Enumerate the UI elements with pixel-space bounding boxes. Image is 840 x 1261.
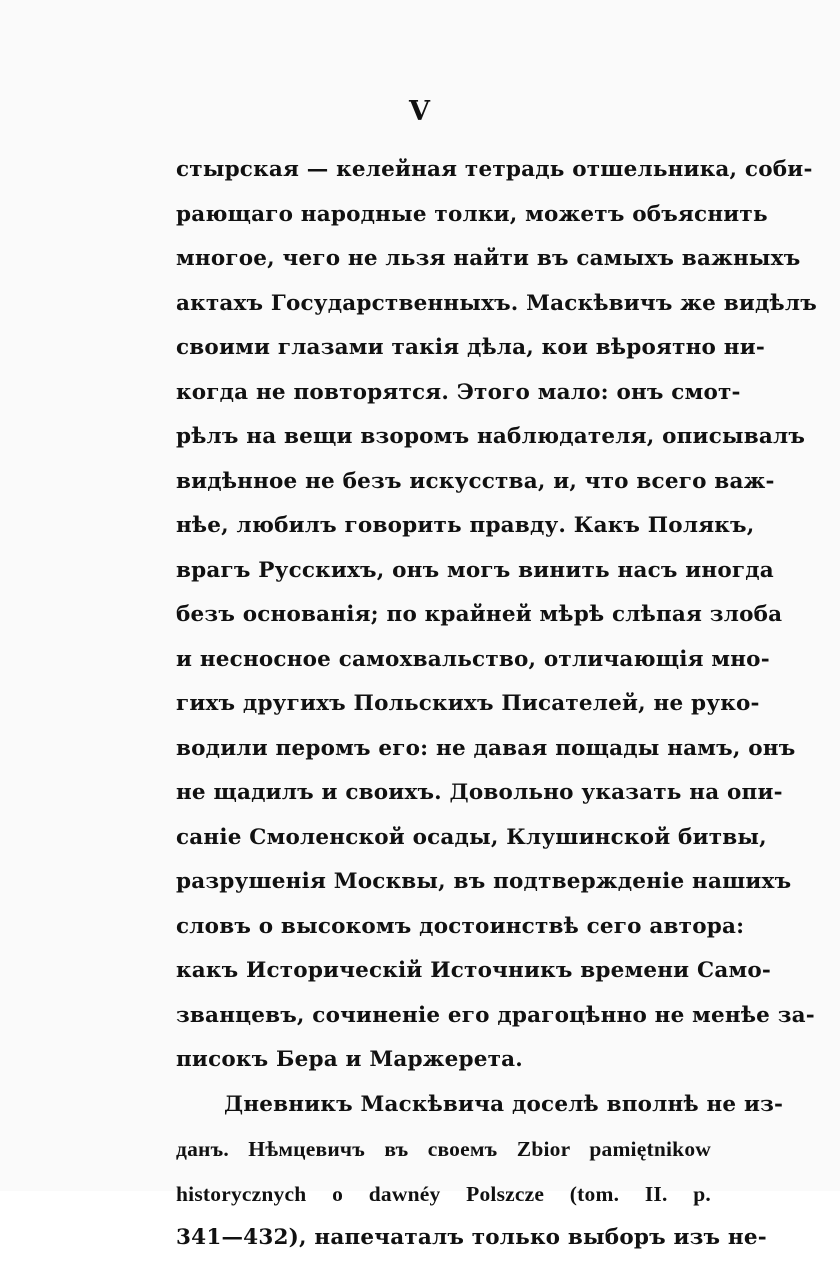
text-line: писокъ Бера и Маржерета.	[176, 1047, 523, 1072]
text-line: стырская — келейная тетрадь отшельника, соби-	[176, 157, 813, 182]
text-line: водили перомъ его: не давая пощады намъ, онъ	[176, 735, 796, 761]
text-line: саніе Смоленской осады, Клушинской битвы,	[176, 824, 767, 850]
text-line: гихъ другихъ Польскихъ Писателей, не руко-	[176, 691, 760, 716]
text-line: званцевъ, сочиненіе его драгоцѣнно не менѣе за-	[176, 1002, 815, 1028]
text-line: данъ. Нѣмцевичъ въ своемъ Zbior pamiętnikow	[176, 1137, 711, 1161]
text-line: Дневникъ Маскѣвича доселѣ вполнѣ не из-	[224, 1091, 784, 1117]
text-line: своими глазами такія дѣла, кои вѣроятно ни-	[176, 335, 765, 360]
paragraph-1	[176, 148, 817, 1083]
text-line: рѣлъ на вещи взоромъ наблюдателя, описывалъ	[176, 424, 806, 449]
text-line: 341—432), напечаталъ только выборъ изъ не-	[176, 1225, 767, 1250]
text-line: рающаго народные толки, можетъ объяснить	[176, 201, 768, 227]
text-line: словъ о высокомъ достоинствѣ сего автора:	[176, 913, 745, 939]
text-line: врагъ Русскихъ, онъ могъ винить насъ иногда	[176, 557, 774, 583]
text-line: historycznych o dawnéy Polszcze (tom. II. p.	[176, 1181, 711, 1206]
text-line: и несносное самохвальство, отличающія мно-	[176, 646, 770, 672]
text-line: когда не повторятся. Этого мало: онъ смот-	[176, 379, 741, 405]
text-line: нѣе, любилъ говорить правду. Какъ Полякъ,	[176, 513, 755, 538]
text-line: видѣнное не безъ искусства, и, что всего важ-	[176, 468, 775, 494]
text-line: многое, чего не льзя найти въ самыхъ важныхъ	[176, 246, 801, 271]
text-line: актахъ Государственныхъ. Маскѣвичъ же видѣлъ	[176, 290, 817, 316]
page-number: V	[409, 96, 431, 127]
text-line: безъ основанія; по крайней мѣрѣ слѣпая злоба	[176, 602, 783, 627]
paragraph-2	[176, 1083, 784, 1261]
body-text	[176, 148, 817, 1261]
text-line: какъ Историческій Источникъ времени Само-	[176, 958, 771, 983]
text-line: не щадилъ и своихъ. Довольно указать на опи-	[176, 780, 783, 805]
text-line: разрушенія Москвы, въ подтвержденіе нашихъ	[176, 869, 792, 894]
